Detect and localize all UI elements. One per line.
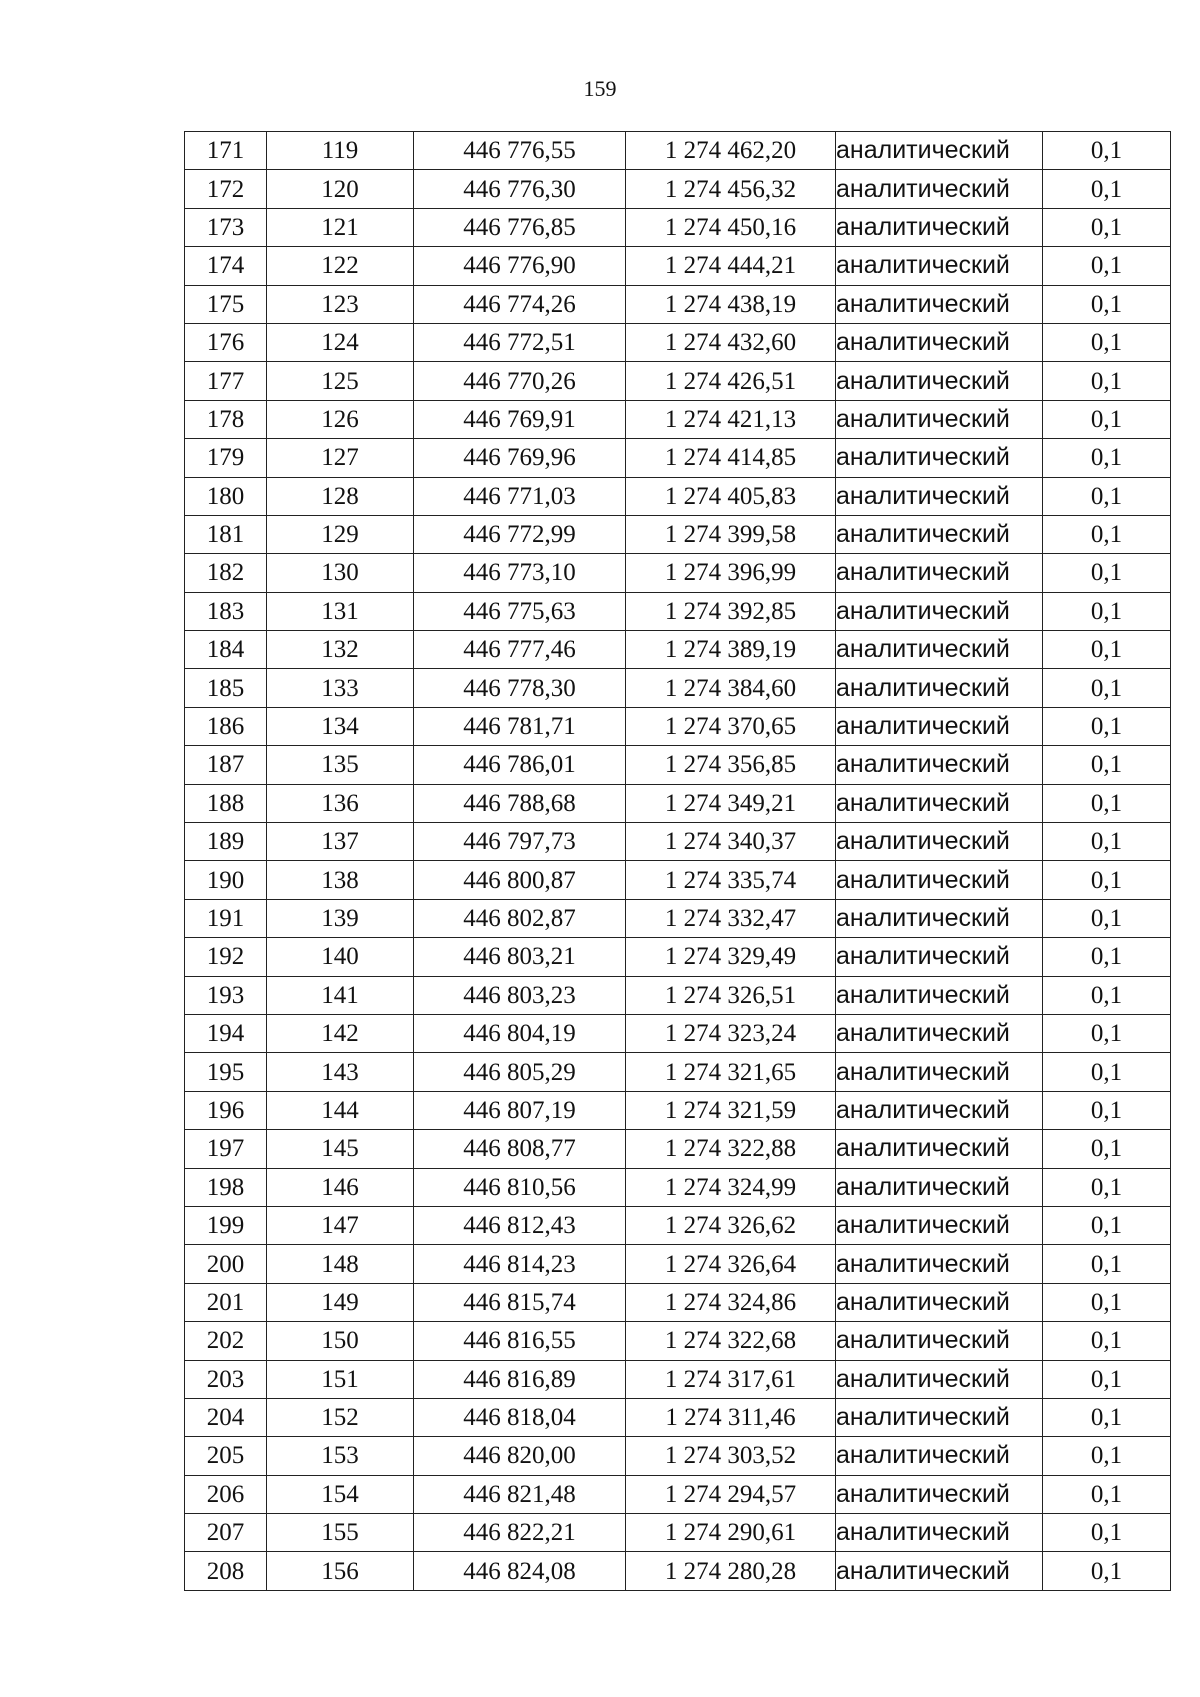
y-coordinate-cell: 1 274 332,47 [626, 899, 836, 937]
y-coordinate-cell: 1 274 323,24 [626, 1014, 836, 1052]
row-number-cell: 207 [185, 1514, 267, 1552]
table-row [185, 1168, 1171, 1206]
accuracy-cell: 0,1 [1043, 515, 1171, 553]
row-number-cell: 190 [185, 861, 267, 899]
table-row [185, 515, 1171, 553]
row-number-cell: 199 [185, 1206, 267, 1244]
x-coordinate-cell: 446 774,26 [414, 285, 626, 323]
method-cell: аналитический [836, 784, 1043, 822]
point-number-cell: 147 [267, 1206, 414, 1244]
point-number-cell: 150 [267, 1322, 414, 1360]
y-coordinate-cell: 1 274 324,86 [626, 1283, 836, 1321]
accuracy-cell: 0,1 [1043, 362, 1171, 400]
point-number-cell: 156 [267, 1552, 414, 1590]
y-coordinate-cell: 1 274 290,61 [626, 1514, 836, 1552]
table-row [185, 208, 1171, 246]
point-number-cell: 127 [267, 439, 414, 477]
row-number-cell: 196 [185, 1091, 267, 1129]
row-number-cell: 171 [185, 132, 267, 170]
point-number-cell: 136 [267, 784, 414, 822]
method-cell: аналитический [836, 285, 1043, 323]
x-coordinate-cell: 446 802,87 [414, 899, 626, 937]
x-coordinate-cell: 446 820,00 [414, 1437, 626, 1475]
row-number-cell: 178 [185, 400, 267, 438]
method-cell: аналитический [836, 247, 1043, 285]
point-number-cell: 121 [267, 208, 414, 246]
table-row [185, 554, 1171, 592]
y-coordinate-cell: 1 274 356,85 [626, 746, 836, 784]
method-cell: аналитический [836, 1552, 1043, 1590]
accuracy-cell: 0,1 [1043, 938, 1171, 976]
y-coordinate-cell: 1 274 432,60 [626, 323, 836, 361]
table-row [185, 1552, 1171, 1590]
point-number-cell: 120 [267, 170, 414, 208]
table-row [185, 823, 1171, 861]
x-coordinate-cell: 446 769,96 [414, 439, 626, 477]
point-number-cell: 143 [267, 1053, 414, 1091]
table-row [185, 784, 1171, 822]
method-cell: аналитический [836, 861, 1043, 899]
row-number-cell: 191 [185, 899, 267, 937]
row-number-cell: 200 [185, 1245, 267, 1283]
x-coordinate-cell: 446 788,68 [414, 784, 626, 822]
method-cell: аналитический [836, 1398, 1043, 1436]
accuracy-cell: 0,1 [1043, 1283, 1171, 1321]
point-number-cell: 135 [267, 746, 414, 784]
x-coordinate-cell: 446 773,10 [414, 554, 626, 592]
method-cell: аналитический [836, 323, 1043, 361]
method-cell: аналитический [836, 823, 1043, 861]
table-row [185, 899, 1171, 937]
point-number-cell: 141 [267, 976, 414, 1014]
row-number-cell: 173 [185, 208, 267, 246]
table-row [185, 323, 1171, 361]
method-cell: аналитический [836, 1283, 1043, 1321]
table-row [185, 247, 1171, 285]
y-coordinate-cell: 1 274 317,61 [626, 1360, 836, 1398]
table-row [185, 976, 1171, 1014]
table-row [185, 1283, 1171, 1321]
accuracy-cell: 0,1 [1043, 1514, 1171, 1552]
point-number-cell: 131 [267, 592, 414, 630]
y-coordinate-cell: 1 274 335,74 [626, 861, 836, 899]
point-number-cell: 132 [267, 631, 414, 669]
accuracy-cell: 0,1 [1043, 400, 1171, 438]
accuracy-cell: 0,1 [1043, 1245, 1171, 1283]
y-coordinate-cell: 1 274 321,59 [626, 1091, 836, 1129]
point-number-cell: 149 [267, 1283, 414, 1321]
accuracy-cell: 0,1 [1043, 707, 1171, 745]
x-coordinate-cell: 446 812,43 [414, 1206, 626, 1244]
x-coordinate-cell: 446 803,23 [414, 976, 626, 1014]
x-coordinate-cell: 446 786,01 [414, 746, 626, 784]
accuracy-cell: 0,1 [1043, 631, 1171, 669]
y-coordinate-cell: 1 274 370,65 [626, 707, 836, 745]
y-coordinate-cell: 1 274 444,21 [626, 247, 836, 285]
method-cell: аналитический [836, 1206, 1043, 1244]
y-coordinate-cell: 1 274 399,58 [626, 515, 836, 553]
method-cell: аналитический [836, 554, 1043, 592]
row-number-cell: 181 [185, 515, 267, 553]
accuracy-cell: 0,1 [1043, 823, 1171, 861]
y-coordinate-cell: 1 274 324,99 [626, 1168, 836, 1206]
x-coordinate-cell: 446 815,74 [414, 1283, 626, 1321]
accuracy-cell: 0,1 [1043, 899, 1171, 937]
x-coordinate-cell: 446 775,63 [414, 592, 626, 630]
accuracy-cell: 0,1 [1043, 1168, 1171, 1206]
point-number-cell: 151 [267, 1360, 414, 1398]
y-coordinate-cell: 1 274 280,28 [626, 1552, 836, 1590]
row-number-cell: 177 [185, 362, 267, 400]
point-number-cell: 153 [267, 1437, 414, 1475]
method-cell: аналитический [836, 400, 1043, 438]
table-row [185, 1053, 1171, 1091]
point-number-cell: 138 [267, 861, 414, 899]
accuracy-cell: 0,1 [1043, 477, 1171, 515]
x-coordinate-cell: 446 769,91 [414, 400, 626, 438]
y-coordinate-cell: 1 274 326,62 [626, 1206, 836, 1244]
accuracy-cell: 0,1 [1043, 861, 1171, 899]
x-coordinate-cell: 446 776,55 [414, 132, 626, 170]
table-row [185, 1437, 1171, 1475]
method-cell: аналитический [836, 976, 1043, 1014]
row-number-cell: 185 [185, 669, 267, 707]
y-coordinate-cell: 1 274 321,65 [626, 1053, 836, 1091]
accuracy-cell: 0,1 [1043, 1053, 1171, 1091]
coordinates-table-body [185, 132, 1171, 1591]
point-number-cell: 123 [267, 285, 414, 323]
x-coordinate-cell: 446 776,85 [414, 208, 626, 246]
row-number-cell: 182 [185, 554, 267, 592]
accuracy-cell: 0,1 [1043, 1437, 1171, 1475]
method-cell: аналитический [836, 938, 1043, 976]
y-coordinate-cell: 1 274 326,64 [626, 1245, 836, 1283]
y-coordinate-cell: 1 274 384,60 [626, 669, 836, 707]
y-coordinate-cell: 1 274 426,51 [626, 362, 836, 400]
point-number-cell: 145 [267, 1130, 414, 1168]
y-coordinate-cell: 1 274 326,51 [626, 976, 836, 1014]
x-coordinate-cell: 446 800,87 [414, 861, 626, 899]
method-cell: аналитический [836, 1053, 1043, 1091]
table-row [185, 1245, 1171, 1283]
x-coordinate-cell: 446 808,77 [414, 1130, 626, 1168]
point-number-cell: 130 [267, 554, 414, 592]
point-number-cell: 137 [267, 823, 414, 861]
row-number-cell: 180 [185, 477, 267, 515]
row-number-cell: 204 [185, 1398, 267, 1436]
x-coordinate-cell: 446 805,29 [414, 1053, 626, 1091]
row-number-cell: 208 [185, 1552, 267, 1590]
x-coordinate-cell: 446 771,03 [414, 477, 626, 515]
accuracy-cell: 0,1 [1043, 1091, 1171, 1129]
method-cell: аналитический [836, 477, 1043, 515]
row-number-cell: 205 [185, 1437, 267, 1475]
table-row [185, 1014, 1171, 1052]
method-cell: аналитический [836, 669, 1043, 707]
method-cell: аналитический [836, 362, 1043, 400]
accuracy-cell: 0,1 [1043, 170, 1171, 208]
page-number: 159 [583, 76, 617, 101]
method-cell: аналитический [836, 1245, 1043, 1283]
point-number-cell: 152 [267, 1398, 414, 1436]
point-number-cell: 122 [267, 247, 414, 285]
accuracy-cell: 0,1 [1043, 285, 1171, 323]
y-coordinate-cell: 1 274 322,88 [626, 1130, 836, 1168]
method-cell: аналитический [836, 1514, 1043, 1552]
row-number-cell: 183 [185, 592, 267, 630]
x-coordinate-cell: 446 797,73 [414, 823, 626, 861]
point-number-cell: 124 [267, 323, 414, 361]
point-number-cell: 119 [267, 132, 414, 170]
method-cell: аналитический [836, 1360, 1043, 1398]
row-number-cell: 187 [185, 746, 267, 784]
point-number-cell: 129 [267, 515, 414, 553]
method-cell: аналитический [836, 592, 1043, 630]
row-number-cell: 186 [185, 707, 267, 745]
accuracy-cell: 0,1 [1043, 746, 1171, 784]
point-number-cell: 125 [267, 362, 414, 400]
y-coordinate-cell: 1 274 311,46 [626, 1398, 836, 1436]
accuracy-cell: 0,1 [1043, 1398, 1171, 1436]
x-coordinate-cell: 446 814,23 [414, 1245, 626, 1283]
point-number-cell: 148 [267, 1245, 414, 1283]
table-row [185, 362, 1171, 400]
y-coordinate-cell: 1 274 340,37 [626, 823, 836, 861]
method-cell: аналитический [836, 899, 1043, 937]
row-number-cell: 193 [185, 976, 267, 1014]
table-row [185, 439, 1171, 477]
point-number-cell: 142 [267, 1014, 414, 1052]
table-row [185, 669, 1171, 707]
method-cell: аналитический [836, 1091, 1043, 1129]
row-number-cell: 197 [185, 1130, 267, 1168]
method-cell: аналитический [836, 132, 1043, 170]
method-cell: аналитический [836, 208, 1043, 246]
table-row [185, 477, 1171, 515]
y-coordinate-cell: 1 274 322,68 [626, 1322, 836, 1360]
y-coordinate-cell: 1 274 438,19 [626, 285, 836, 323]
y-coordinate-cell: 1 274 462,20 [626, 132, 836, 170]
row-number-cell: 203 [185, 1360, 267, 1398]
point-number-cell: 133 [267, 669, 414, 707]
row-number-cell: 198 [185, 1168, 267, 1206]
y-coordinate-cell: 1 274 392,85 [626, 592, 836, 630]
table-row [185, 1206, 1171, 1244]
row-number-cell: 206 [185, 1475, 267, 1513]
method-cell: аналитический [836, 1475, 1043, 1513]
accuracy-cell: 0,1 [1043, 323, 1171, 361]
accuracy-cell: 0,1 [1043, 1475, 1171, 1513]
row-number-cell: 195 [185, 1053, 267, 1091]
method-cell: аналитический [836, 515, 1043, 553]
table-row [185, 400, 1171, 438]
point-number-cell: 134 [267, 707, 414, 745]
y-coordinate-cell: 1 274 389,19 [626, 631, 836, 669]
row-number-cell: 202 [185, 1322, 267, 1360]
method-cell: аналитический [836, 439, 1043, 477]
row-number-cell: 174 [185, 247, 267, 285]
x-coordinate-cell: 446 776,30 [414, 170, 626, 208]
x-coordinate-cell: 446 770,26 [414, 362, 626, 400]
table-row [185, 1091, 1171, 1129]
method-cell: аналитический [836, 631, 1043, 669]
row-number-cell: 194 [185, 1014, 267, 1052]
x-coordinate-cell: 446 824,08 [414, 1552, 626, 1590]
row-number-cell: 176 [185, 323, 267, 361]
point-number-cell: 128 [267, 477, 414, 515]
method-cell: аналитический [836, 1437, 1043, 1475]
row-number-cell: 175 [185, 285, 267, 323]
accuracy-cell: 0,1 [1043, 669, 1171, 707]
table-row [185, 1514, 1171, 1552]
x-coordinate-cell: 446 777,46 [414, 631, 626, 669]
accuracy-cell: 0,1 [1043, 1206, 1171, 1244]
accuracy-cell: 0,1 [1043, 1130, 1171, 1168]
table-row [185, 1130, 1171, 1168]
method-cell: аналитический [836, 707, 1043, 745]
point-number-cell: 126 [267, 400, 414, 438]
y-coordinate-cell: 1 274 405,83 [626, 477, 836, 515]
row-number-cell: 201 [185, 1283, 267, 1321]
row-number-cell: 188 [185, 784, 267, 822]
method-cell: аналитический [836, 170, 1043, 208]
coordinates-table [184, 131, 1171, 1591]
table-row [185, 592, 1171, 630]
x-coordinate-cell: 446 822,21 [414, 1514, 626, 1552]
y-coordinate-cell: 1 274 450,16 [626, 208, 836, 246]
x-coordinate-cell: 446 776,90 [414, 247, 626, 285]
table-row [185, 170, 1171, 208]
y-coordinate-cell: 1 274 329,49 [626, 938, 836, 976]
accuracy-cell: 0,1 [1043, 554, 1171, 592]
x-coordinate-cell: 446 818,04 [414, 1398, 626, 1436]
y-coordinate-cell: 1 274 414,85 [626, 439, 836, 477]
accuracy-cell: 0,1 [1043, 1552, 1171, 1590]
y-coordinate-cell: 1 274 294,57 [626, 1475, 836, 1513]
x-coordinate-cell: 446 778,30 [414, 669, 626, 707]
row-number-cell: 179 [185, 439, 267, 477]
accuracy-cell: 0,1 [1043, 132, 1171, 170]
accuracy-cell: 0,1 [1043, 1360, 1171, 1398]
table-row [185, 1475, 1171, 1513]
y-coordinate-cell: 1 274 396,99 [626, 554, 836, 592]
accuracy-cell: 0,1 [1043, 439, 1171, 477]
x-coordinate-cell: 446 816,55 [414, 1322, 626, 1360]
accuracy-cell: 0,1 [1043, 592, 1171, 630]
y-coordinate-cell: 1 274 421,13 [626, 400, 836, 438]
table-row [185, 631, 1171, 669]
x-coordinate-cell: 446 772,99 [414, 515, 626, 553]
point-number-cell: 144 [267, 1091, 414, 1129]
row-number-cell: 172 [185, 170, 267, 208]
y-coordinate-cell: 1 274 303,52 [626, 1437, 836, 1475]
table-row [185, 1322, 1171, 1360]
method-cell: аналитический [836, 1130, 1043, 1168]
x-coordinate-cell: 446 821,48 [414, 1475, 626, 1513]
table-row [185, 707, 1171, 745]
x-coordinate-cell: 446 803,21 [414, 938, 626, 976]
table-row [185, 1360, 1171, 1398]
table-row [185, 1398, 1171, 1436]
point-number-cell: 146 [267, 1168, 414, 1206]
row-number-cell: 184 [185, 631, 267, 669]
accuracy-cell: 0,1 [1043, 208, 1171, 246]
table-row [185, 132, 1171, 170]
row-number-cell: 192 [185, 938, 267, 976]
method-cell: аналитический [836, 1014, 1043, 1052]
accuracy-cell: 0,1 [1043, 1322, 1171, 1360]
point-number-cell: 155 [267, 1514, 414, 1552]
accuracy-cell: 0,1 [1043, 247, 1171, 285]
accuracy-cell: 0,1 [1043, 784, 1171, 822]
x-coordinate-cell: 446 772,51 [414, 323, 626, 361]
table-row [185, 285, 1171, 323]
x-coordinate-cell: 446 810,56 [414, 1168, 626, 1206]
method-cell: аналитический [836, 1322, 1043, 1360]
row-number-cell: 189 [185, 823, 267, 861]
x-coordinate-cell: 446 804,19 [414, 1014, 626, 1052]
x-coordinate-cell: 446 781,71 [414, 707, 626, 745]
table-row [185, 746, 1171, 784]
accuracy-cell: 0,1 [1043, 976, 1171, 1014]
table-row [185, 938, 1171, 976]
x-coordinate-cell: 446 816,89 [414, 1360, 626, 1398]
method-cell: аналитический [836, 746, 1043, 784]
point-number-cell: 140 [267, 938, 414, 976]
point-number-cell: 139 [267, 899, 414, 937]
x-coordinate-cell: 446 807,19 [414, 1091, 626, 1129]
y-coordinate-cell: 1 274 349,21 [626, 784, 836, 822]
point-number-cell: 154 [267, 1475, 414, 1513]
accuracy-cell: 0,1 [1043, 1014, 1171, 1052]
method-cell: аналитический [836, 1168, 1043, 1206]
y-coordinate-cell: 1 274 456,32 [626, 170, 836, 208]
table-row [185, 861, 1171, 899]
